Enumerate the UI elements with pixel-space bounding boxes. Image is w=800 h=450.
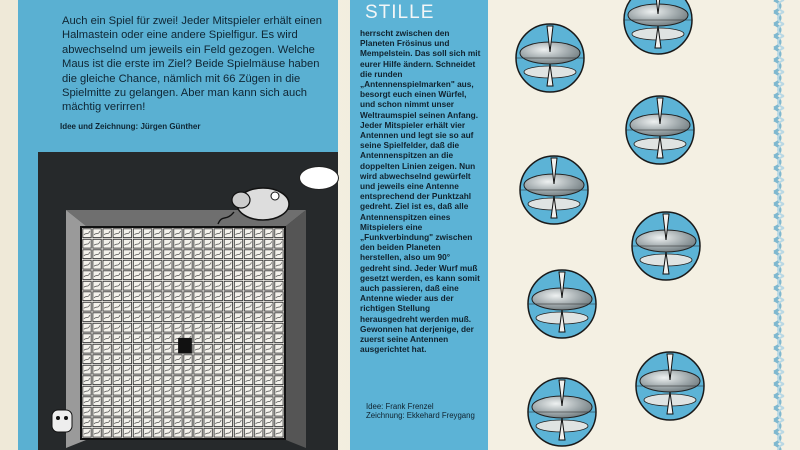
maze-goal [178, 338, 192, 354]
rope-border [772, 0, 786, 450]
game-instructions: herrscht zwischen den Planeten Frösinus und Mempelstein. Das soll sich mit eurer Hilfe ändern. Schneidet die runden „Antennenspielmarken" aus, besorgt euch einen Würfel, und schon nimmt unser Weltraumspiel seinen Anfang. Jeder Mitspieler erhält vier Antennen und legt sie so auf seine Spielfelder, daß die Antennenspitzen an die doppelten Linien zeigen. Nun wird abwechselnd gewürfelt und jeweils eine Antenne entsprechend der Punktzahl gedreht. Ziel ist es, daß alle Antennenspitzen eines Mitspielers eine „Funkverbindung" zwischen den beiden Planeten herstellen, also um 90° gedreht sind. Jeder Wurf muß gesetzt werden, es kann somit auch passieren, daß eine Antenne wieder aus der richtigen Stellung herausgedreht werden muß. Gewonnen hat derjenige, der zuerst seine Antennen ausgerichtet hat. [360, 28, 481, 355]
left-credit: Idee und Zeichnung: Jürgen Günther [60, 122, 201, 131]
right-page [488, 0, 800, 450]
credit-drawing: Zeichnung: Ekkehard Freygang [366, 411, 475, 420]
page-title: STILLE [365, 2, 435, 23]
intro-text: Auch ein Spiel für zwei! Jeder Mitspieler erhält einen Halmastein oder eine andere Spielfigur. Es wird abwechselnd um jeweils ein Feld gezogen. Welche Maus ist die erste im Ziel? Beide Spielmäuse haben die gleiche Chance, nämlich mit 66 Zügen in die Spielmitte zu gelangen. Aber man kann sich auch mächtig verirren! [62, 15, 322, 114]
maze-cells [82, 228, 284, 438]
maze-grid-icon [80, 226, 286, 440]
antenna-token [516, 24, 584, 92]
credit-idea: Idee: Frank Frenzel [366, 402, 434, 411]
antenna-token-icon [488, 0, 800, 450]
middle-credit [366, 402, 486, 420]
speech-bubble [299, 166, 339, 190]
